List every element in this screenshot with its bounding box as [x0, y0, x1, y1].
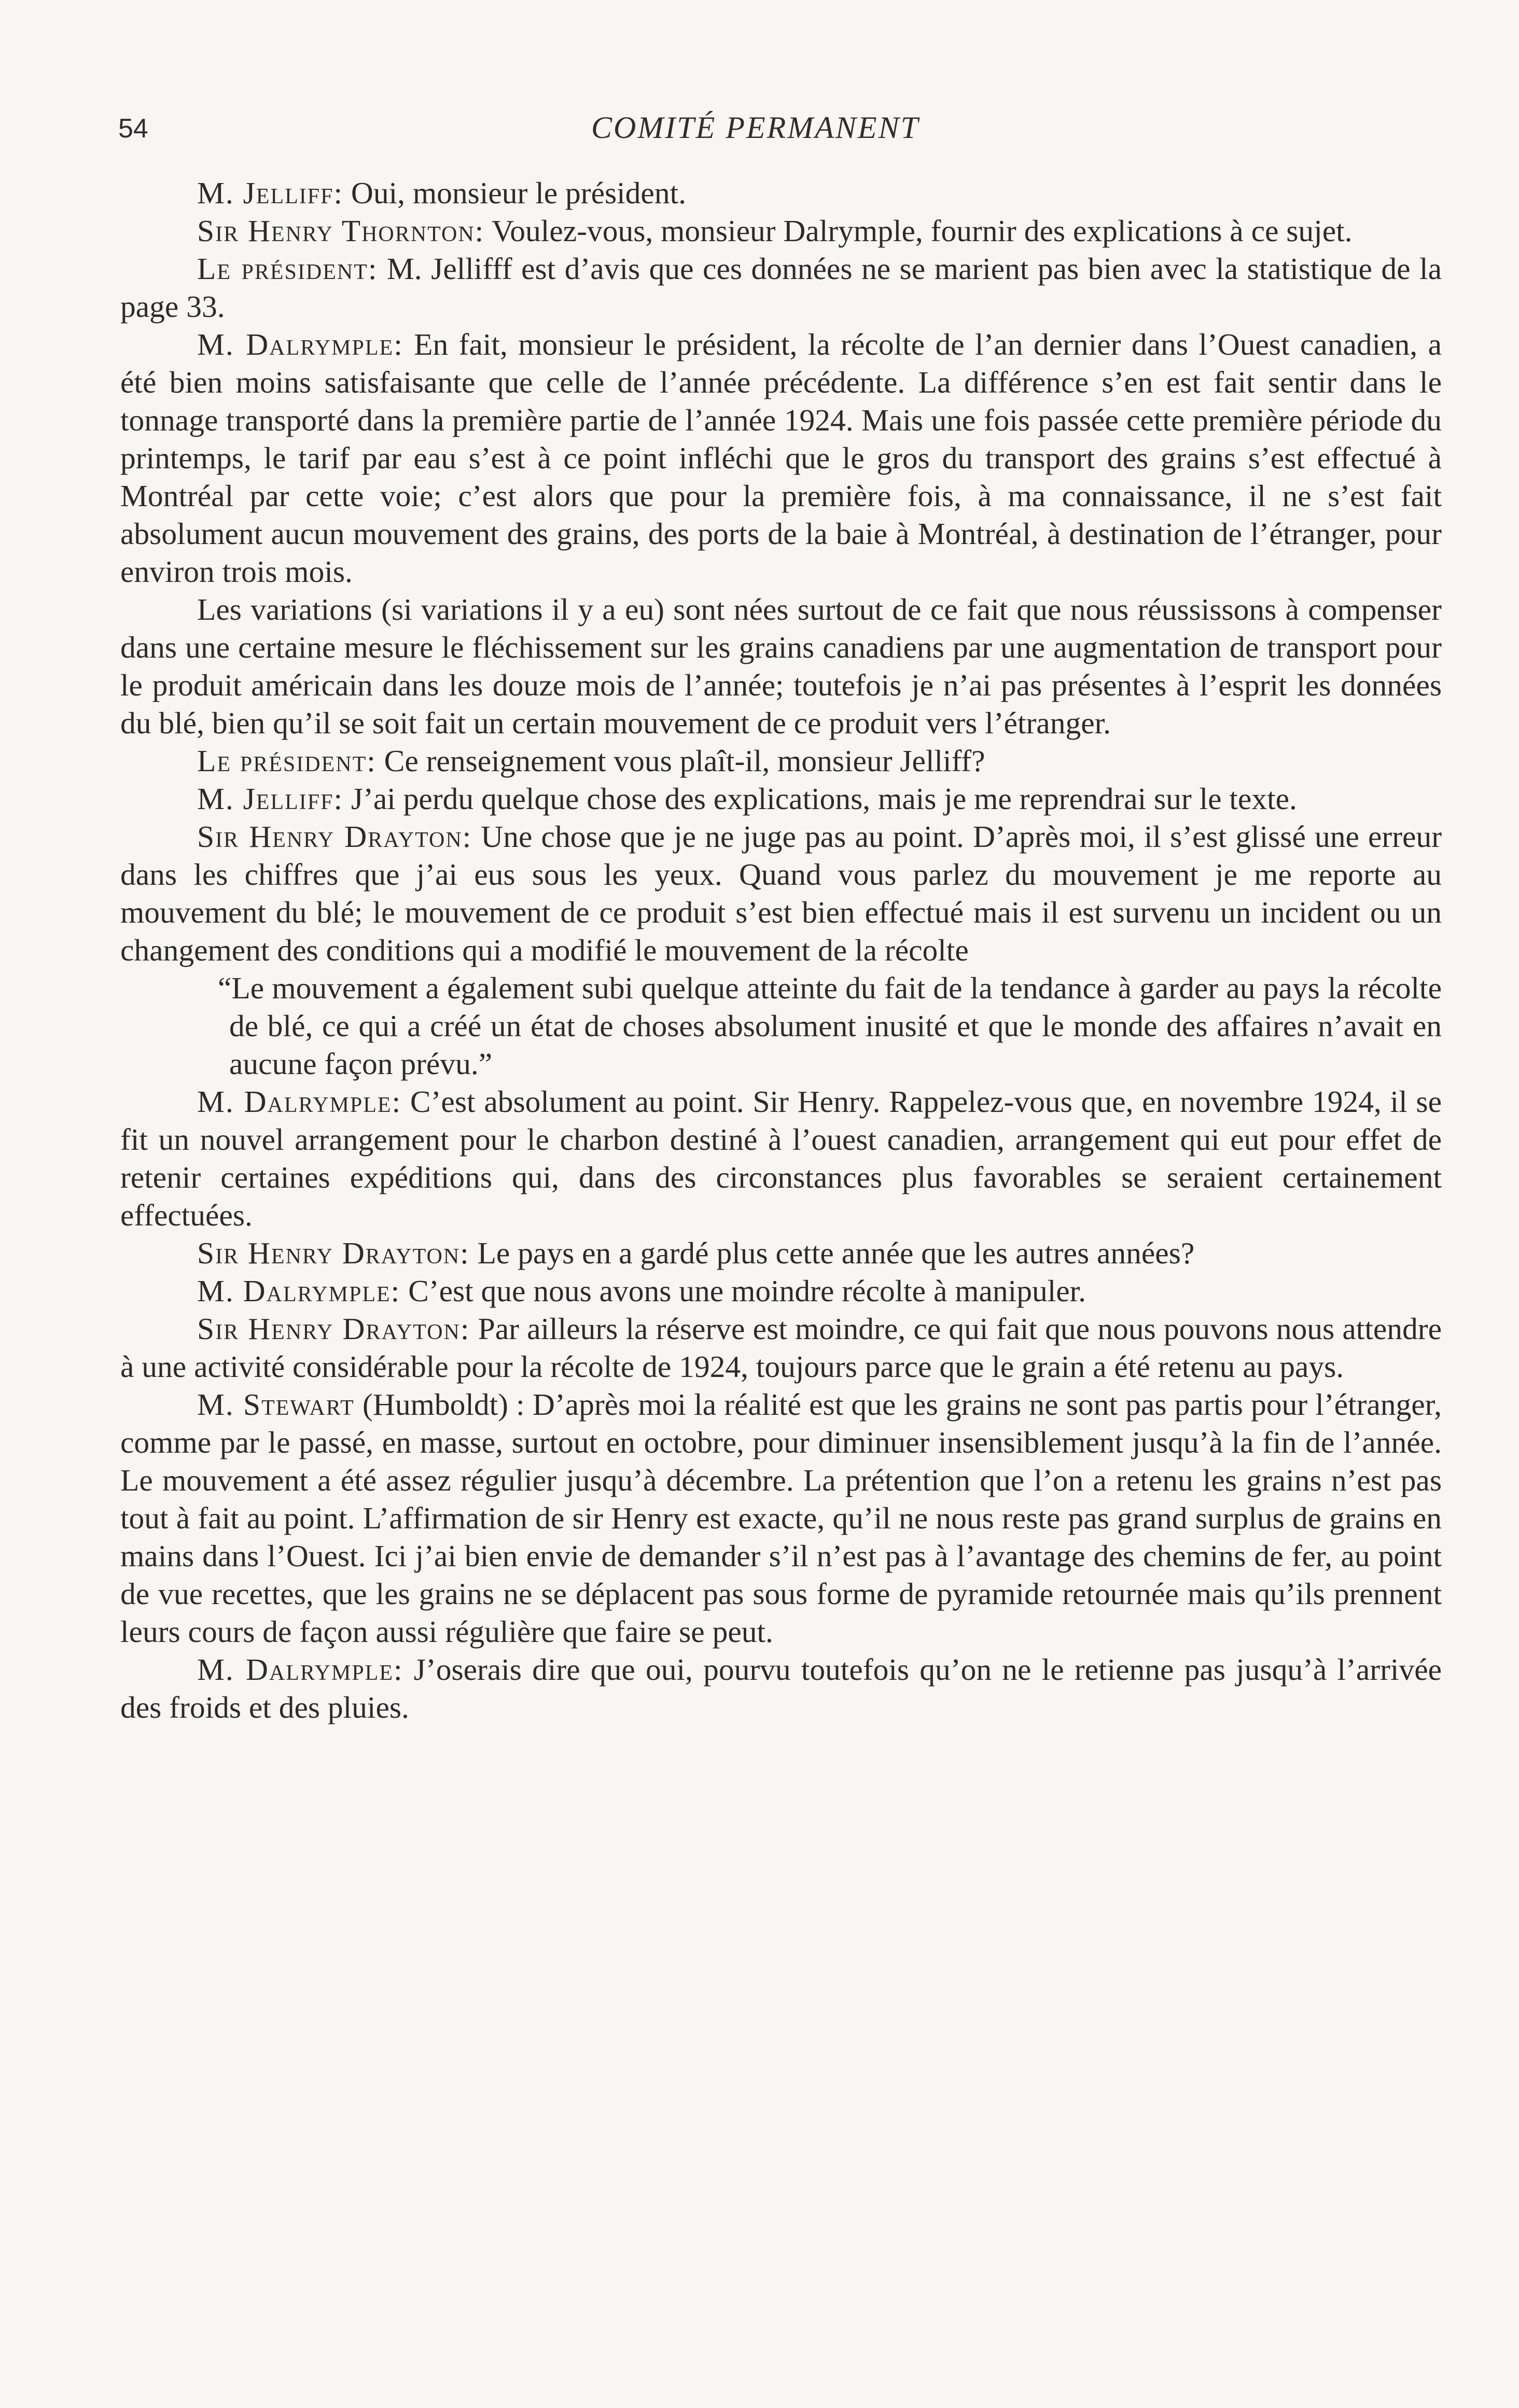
speech-text: Par ailleurs la réserve est moindre, ce qui fait que nous pouvons nous attendre à une activité considérable pour la récolte de 1924, toujours parce que le grain a été retenu au pays.	[120, 1312, 1442, 1384]
speaker-name: Le président:	[197, 252, 378, 286]
running-title: COMITÉ PERMANENT	[591, 110, 919, 145]
speech-text: Voulez-vous, monsieur Dalrymple, fournir des explications à ce sujet.	[484, 214, 1353, 248]
speech-text: Une chose que je ne juge pas au point. D’après moi, il s’est glissé une erreur dans les chiffres que j’ai eus sous les yeux. Quand vous parlez du mouvement je me reporte au mouvement du blé; le mouvement de ce produit s’est bien effectué mais il est survenu un incident ou un changement des conditions qui a modifié le mouvement de la récolte	[120, 819, 1442, 967]
paragraph	[120, 742, 1442, 780]
paragraph	[120, 326, 1442, 591]
quoted-paragraph	[218, 969, 1442, 1083]
speech-text: C’est que nous avons une moindre récolte à manipuler.	[400, 1274, 1086, 1308]
speech-text: Les variations (si variations il y a eu) sont nées surtout de ce fait que nous réussissons à compenser dans une certaine mesure le fléchissement sur les grains canadiens par une augmentation de transport pour le produit américain dans les douze mois de l’année; toutefois je n’ai pas présentes à l’esprit les données du blé, bien qu’il se soit fait un certain mouvement de ce produit vers l’étranger.	[120, 592, 1442, 740]
paragraph	[120, 1651, 1442, 1727]
speech-text: (Humboldt) : D’après moi la réalité est que les grains ne sont pas partis pour l’étranger, comme par le passé, en masse, surtout en octobre, pour diminuer insensiblement jusqu’à la fin de l’année. Le mouvement a été assez régulier jusqu’à décembre. La prétention que l’on a retenu les grains n’est pas tout à fait au point. L’affirmation de sir Henry est exacte, qu’il ne nous reste pas grand surplus de grains en mains dans l’Ouest. Ici j’ai bien envie de demander s’il n’est pas à l’avantage des chemins de fer, au point de vue recettes, que les grains ne se déplacent pas sous forme de pyramide retournée mais qu’ils prennent leurs cours de façon aussi régulière que faire se peut.	[120, 1387, 1442, 1649]
speech-text: C’est absolument au point. Sir Henry. Rappelez-vous que, en novembre 1924, il se fit un nouvel arrangement pour le charbon destiné à l’ouest canadien, arrangement qui eut pour effet de retenir certaines expéditions qui, dans des circonstances plus favorables se seraient certainement effectuées.	[120, 1084, 1442, 1232]
speaker-name: M. Dalrymple:	[197, 1652, 403, 1687]
transcript-body	[120, 174, 1442, 1727]
speech-text: Le pays en a gardé plus cette année que les autres années?	[469, 1236, 1195, 1270]
paragraph	[120, 1386, 1442, 1651]
paragraph	[120, 1272, 1442, 1310]
paragraph	[120, 818, 1442, 969]
paragraph	[120, 1234, 1442, 1272]
speaker-name: M. Stewart	[197, 1387, 355, 1422]
speaker-name: M. Jelliff:	[197, 782, 344, 816]
speech-text: Oui, monsieur le président.	[343, 176, 686, 210]
speaker-name: M. Dalrymple:	[197, 327, 403, 361]
speaker-name: M. Dalrymple:	[197, 1084, 402, 1119]
speech-text: Ce renseignement vous plaît-il, monsieur Jelliff?	[376, 744, 985, 778]
speaker-name: Sir Henry Drayton:	[197, 819, 472, 854]
speaker-name: M. Jelliff:	[197, 176, 344, 210]
speech-text: J’ai perdu quelque chose des explications, mais je me reprendrai sur le texte.	[343, 782, 1297, 816]
speech-text: J’oserais dire que oui, pourvu toutefois qu’on ne le retienne pas jusqu’à l’arrivée des froids et des pluies.	[120, 1652, 1442, 1724]
page-number: 54	[118, 114, 148, 144]
page-header	[118, 110, 1434, 155]
speaker-name: Sir Henry Thornton:	[197, 214, 485, 248]
paragraph	[120, 250, 1442, 326]
paragraph	[120, 591, 1442, 742]
speech-text: M. Jellifff est d’avis que ces données ne se marient pas bien avec la statistique de la page 33.	[120, 252, 1442, 324]
paragraph	[120, 1310, 1442, 1386]
speech-text: “Le mouvement a également subi quelque atteinte du fait de la tendance à garder au pays la récolte de blé, ce qui a créé un état de choses absolument inusité et que le monde des affaires n’avait en aucune façon prévu.”	[218, 971, 1442, 1081]
speech-text: En fait, monsieur le président, la récolte de l’an dernier dans l’Ouest canadien, a été bien moins satisfaisante que celle de l’année précédente. La différence s’en est fait sentir dans le tonnage transporté dans la première partie de l’année 1924. Mais une fois passée cette première période du printemps, le tarif par eau s’est à ce point infléchi que le gros du transport des grains s’est effectué à Montréal par cette voie; c’est alors que pour la première fois, à ma connaissance, il ne s’est fait absolument aucun mouvement des grains, des ports de la baie à Montréal, à destination de l’étranger, pour environ trois mois.	[120, 327, 1442, 589]
paragraph	[120, 212, 1442, 250]
paragraph	[120, 780, 1442, 818]
paragraph	[120, 1083, 1442, 1234]
speaker-name: Le président:	[197, 744, 377, 778]
paragraph	[120, 174, 1442, 212]
speaker-name: M. Dalrymple:	[197, 1274, 401, 1308]
speaker-name: Sir Henry Drayton:	[197, 1236, 470, 1270]
speaker-name: Sir Henry Drayton:	[197, 1312, 470, 1346]
